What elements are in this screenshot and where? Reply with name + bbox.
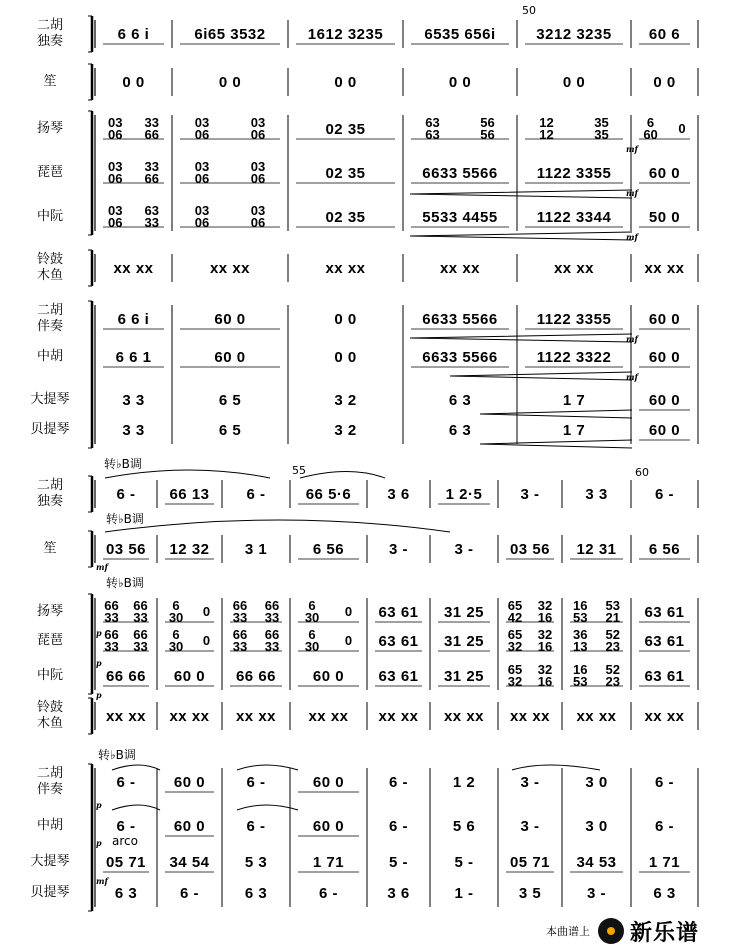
measure-3-2: 02 35 — [325, 164, 366, 182]
measure-4-3: 5533 4455 — [422, 208, 498, 226]
stacked-notes: 32 16 — [537, 627, 553, 654]
stacked-notes: 66 33 — [264, 627, 280, 654]
stacked-notes: 6 30 — [168, 598, 184, 625]
measure-8-2: 5 3 — [244, 853, 268, 871]
measure-6-8: 6 - — [654, 773, 674, 791]
measure-0-8: 6 - — [654, 485, 674, 503]
slur — [112, 765, 160, 770]
instrument-label: 笙 — [43, 74, 57, 89]
measure-9-4: 3 6 — [387, 884, 410, 902]
stacked-notes: 6 30 — [304, 598, 320, 625]
stacked-notes: 0 — [202, 633, 211, 648]
hairpin — [480, 410, 632, 418]
measure-4-4: 1122 3344 — [536, 208, 612, 226]
measure-2-6 — [500, 598, 560, 625]
footer — [546, 918, 699, 944]
measure-9-4: 1 7 — [562, 421, 586, 439]
measure-5-0: xx xx — [113, 259, 154, 277]
dynamic-mark: mf — [96, 562, 108, 572]
measure-3-3: 6633 5566 — [422, 164, 498, 182]
measure-7-3: 60 0 — [312, 817, 345, 835]
measure-0-5: 1 2·5 — [445, 485, 483, 503]
measure-0-2: 6 - — [246, 485, 266, 503]
stacked-notes: 33 66 — [144, 159, 159, 186]
hairpin — [410, 232, 632, 240]
measure-6-1: 60 0 — [214, 310, 246, 328]
measure-4-5: 31 25 — [443, 667, 485, 685]
measure-8-3: 6 3 — [448, 391, 472, 409]
measure-9-3: 6 - — [318, 884, 338, 902]
instrument-label: 大提琴 — [30, 392, 70, 407]
dynamic-mark: mf — [626, 372, 638, 382]
measure-0-5: 60 6 — [648, 25, 681, 43]
stacked-notes: 03 06 — [108, 203, 123, 230]
instrument-label: 琵琶 — [36, 633, 63, 648]
stacked-notes: 0 — [202, 604, 211, 619]
stacked-notes: 0 — [344, 633, 353, 648]
rehearsal-number: 60 — [635, 466, 649, 479]
arco-mark: arco — [112, 834, 138, 848]
measure-4-0 — [97, 203, 170, 230]
measure-1-3: 0 0 — [448, 73, 472, 91]
slur — [237, 805, 298, 810]
stacked-notes: 12 12 — [539, 115, 554, 142]
measure-1-1: 12 32 — [169, 540, 210, 558]
measure-6-4: 1122 3355 — [536, 310, 612, 328]
measure-3-3 — [292, 627, 365, 654]
logo-disc-icon — [598, 918, 624, 944]
measure-8-5: 60 0 — [648, 391, 681, 409]
measure-2-0 — [97, 598, 155, 625]
measure-6-2: 0 0 — [334, 310, 357, 328]
instrument-label: 扬琴 — [36, 121, 63, 136]
dynamic-mark: p — [96, 838, 102, 848]
measure-2-4: 63 61 — [378, 603, 419, 621]
stacked-notes: 32 16 — [537, 662, 553, 689]
measure-9-5: 1 - — [454, 884, 474, 902]
instrument-label: 二胡 伴奏 — [36, 766, 63, 797]
dynamic-mark: mf — [626, 144, 638, 154]
measure-3-7 — [564, 627, 629, 654]
stacked-notes: 53 21 — [605, 598, 620, 625]
measure-3-4: 1122 3355 — [536, 164, 612, 182]
instrument-label: 铃鼓 木鱼 — [36, 700, 63, 731]
stacked-notes: 52 23 — [605, 662, 620, 689]
instrument-label: 中阮 — [36, 209, 63, 224]
stacked-notes: 0 — [344, 604, 353, 619]
instrument-label: 贝提琴 — [30, 885, 70, 900]
instrument-label: 笙 — [43, 541, 57, 556]
measure-9-1: 6 - — [179, 884, 199, 902]
measure-6-5: 60 0 — [648, 310, 681, 328]
measure-7-0: 6 - — [116, 817, 136, 835]
measure-5-4: xx xx — [378, 707, 419, 725]
measure-7-6: 3 - — [520, 817, 540, 835]
measure-1-0: 0 0 — [122, 73, 145, 91]
measure-6-0: 6 - — [116, 773, 136, 791]
instrument-label: 琵琶 — [36, 165, 63, 180]
measure-5-0: xx xx — [105, 707, 147, 725]
rehearsal-number: 55 — [292, 464, 306, 477]
measure-5-2: xx xx — [235, 707, 277, 725]
measure-3-1 — [159, 627, 220, 654]
measure-8-0: 3 3 — [122, 391, 145, 409]
measure-4-3: 60 0 — [312, 667, 345, 685]
instrument-label: 中胡 — [36, 349, 63, 364]
measure-4-7 — [564, 662, 629, 689]
measure-2-5 — [633, 115, 696, 142]
measure-7-7: 3 0 — [585, 817, 608, 835]
instrument-label: 中阮 — [36, 668, 63, 683]
measure-3-4: 63 61 — [378, 632, 419, 650]
measure-0-7: 3 3 — [585, 485, 608, 503]
measure-6-1: 60 0 — [173, 773, 206, 791]
measure-4-8: 63 61 — [644, 667, 685, 685]
measure-9-0: 3 3 — [122, 421, 145, 439]
instrument-label: 中胡 — [36, 818, 63, 833]
stacked-notes: 16 53 — [573, 662, 588, 689]
measure-5-5: xx xx — [443, 707, 485, 725]
dynamic-mark: mf — [96, 876, 108, 886]
measure-9-5: 60 0 — [648, 421, 681, 439]
measure-9-7: 3 - — [586, 884, 606, 902]
measure-9-8: 6 3 — [653, 884, 676, 902]
slur — [300, 472, 385, 479]
dynamic-mark: p — [96, 658, 102, 668]
dynamic-mark: mf — [626, 232, 638, 242]
stacked-notes: 03 06 — [108, 115, 123, 142]
measure-9-1: 6 5 — [218, 421, 242, 439]
measure-7-0: 6 6 1 — [115, 348, 152, 366]
stacked-notes: 65 32 — [507, 627, 523, 654]
measure-7-4: 1122 3322 — [536, 348, 612, 366]
measure-2-2: 02 35 — [325, 120, 366, 138]
measure-7-2: 0 0 — [334, 348, 357, 366]
stacked-notes: 03 06 — [108, 159, 123, 186]
measure-8-2: 3 2 — [334, 391, 357, 409]
measure-9-6: 3 5 — [518, 884, 542, 902]
measure-5-3: xx xx — [439, 259, 481, 277]
instrument-label: 贝提琴 — [30, 422, 70, 437]
measure-2-0 — [97, 115, 170, 142]
measure-6-0: 6 6 i — [117, 310, 150, 328]
measure-1-5: 3 - — [454, 540, 474, 558]
measure-4-0: 66 66 — [105, 667, 147, 685]
measure-3-2 — [224, 627, 288, 654]
measure-6-6: 3 - — [520, 773, 540, 791]
measure-7-5: 5 6 — [452, 817, 476, 835]
key-change-mark: 转♭B调 — [98, 748, 136, 762]
measure-1-8: 6 56 — [648, 540, 681, 558]
measure-1-6: 03 56 — [509, 540, 551, 558]
measure-3-8: 63 61 — [644, 632, 685, 650]
measure-4-2: 66 66 — [235, 667, 277, 685]
rehearsal-number: 50 — [522, 4, 536, 17]
dynamic-mark: mf — [626, 188, 638, 198]
measure-5-1: xx xx — [169, 707, 210, 725]
dynamic-mark: p — [96, 800, 102, 810]
stacked-notes: 16 53 — [573, 598, 588, 625]
instrument-label: 二胡 伴奏 — [36, 303, 63, 334]
dynamic-mark: mf — [626, 334, 638, 344]
measure-5-6: xx xx — [509, 707, 551, 725]
slur — [105, 520, 450, 532]
stacked-notes: 6 60 — [643, 115, 658, 142]
stacked-notes: 03 06 — [250, 159, 266, 186]
measure-3-5: 60 0 — [648, 164, 681, 182]
measure-4-6 — [500, 662, 560, 689]
measure-3-1 — [174, 159, 286, 186]
stacked-notes: 0 — [678, 121, 686, 136]
measure-2-1 — [159, 598, 220, 625]
stacked-notes: 6 30 — [168, 627, 184, 654]
measure-5-1: xx xx — [209, 259, 251, 277]
stacked-notes: 63 33 — [144, 203, 159, 230]
stacked-notes: 03 06 — [250, 115, 266, 142]
measure-6-3: 60 0 — [312, 773, 345, 791]
measure-2-5: 31 25 — [443, 603, 485, 621]
measure-9-2: 6 3 — [244, 884, 268, 902]
measure-1-5: 0 0 — [653, 73, 676, 91]
measure-0-3: 66 5·6 — [305, 485, 352, 503]
key-change-mark: 转♭B调 — [106, 512, 144, 526]
measure-0-4: 3212 3235 — [536, 25, 612, 43]
stacked-notes: 03 06 — [250, 203, 266, 230]
measure-2-2 — [224, 598, 288, 625]
measure-4-1 — [174, 203, 286, 230]
measure-7-2: 6 - — [246, 817, 266, 835]
measure-5-7: xx xx — [576, 707, 617, 725]
measure-2-8: 63 61 — [644, 603, 685, 621]
measure-2-3 — [292, 598, 365, 625]
slur — [512, 765, 600, 770]
measure-8-7: 34 53 — [576, 853, 617, 871]
measure-1-4: 3 - — [388, 540, 408, 558]
measure-2-3 — [405, 115, 515, 142]
measure-8-8: 1 71 — [648, 853, 681, 871]
stacked-notes: 36 13 — [573, 627, 588, 654]
measure-6-7: 3 0 — [585, 773, 608, 791]
instrument-label: 二胡 独奏 — [36, 18, 63, 49]
measure-6-5: 1 2 — [452, 773, 476, 791]
measure-7-1: 60 0 — [214, 348, 246, 366]
dynamic-mark: p — [96, 628, 102, 638]
measure-2-7 — [564, 598, 629, 625]
instrument-label: 大提琴 — [30, 854, 70, 869]
measure-0-0: 6 - — [116, 485, 136, 503]
stacked-notes: 6 30 — [304, 627, 320, 654]
measure-0-6: 3 - — [520, 485, 540, 503]
stacked-notes: 03 06 — [194, 115, 210, 142]
measure-9-2: 3 2 — [334, 421, 357, 439]
measure-6-3: 6633 5566 — [422, 310, 498, 328]
key-change-mark: 转♭B调 — [106, 576, 144, 590]
stacked-notes: 66 33 — [133, 598, 148, 625]
measure-8-6: 05 71 — [509, 853, 551, 871]
measure-5-3: xx xx — [308, 707, 349, 725]
measure-7-4: 6 - — [388, 817, 408, 835]
measure-8-1: 6 5 — [218, 391, 242, 409]
measure-1-0: 03 56 — [105, 540, 147, 558]
measure-7-3: 6633 5566 — [422, 348, 498, 366]
measure-9-0: 6 3 — [114, 884, 138, 902]
measure-1-2: 0 0 — [334, 73, 357, 91]
instrument-label: 二胡 独奏 — [36, 478, 63, 509]
measure-6-4: 6 - — [388, 773, 408, 791]
measure-3-5: 31 25 — [443, 632, 485, 650]
measure-8-5: 5 - — [454, 853, 474, 871]
footer-note: 本曲谱上 — [546, 925, 590, 938]
slur — [237, 765, 298, 770]
stacked-notes: 32 16 — [537, 598, 553, 625]
brand-name: 新乐谱 — [630, 920, 700, 946]
measure-8-4: 5 - — [388, 853, 408, 871]
measure-8-0: 05 71 — [105, 853, 147, 871]
measure-5-4: xx xx — [553, 259, 595, 277]
measure-7-5: 60 0 — [648, 348, 681, 366]
measure-7-1: 60 0 — [173, 817, 206, 835]
measure-0-1: 66 13 — [169, 485, 210, 503]
measure-4-4: 63 61 — [378, 667, 419, 685]
hairpin — [450, 372, 632, 380]
measure-1-1: 0 0 — [218, 73, 242, 91]
slur — [112, 805, 160, 810]
measure-0-2: 1612 3235 — [307, 25, 384, 43]
measure-9-3: 6 3 — [448, 421, 472, 439]
stacked-notes: 65 42 — [507, 598, 523, 625]
measure-1-4: 0 0 — [562, 73, 586, 91]
measure-8-4: 1 7 — [562, 391, 586, 409]
hairpin — [410, 334, 632, 342]
instrument-label: 铃鼓 木鱼 — [36, 252, 63, 283]
instrument-label: 扬琴 — [36, 604, 63, 619]
hairpin — [410, 190, 632, 198]
stacked-notes: 66 33 — [133, 627, 148, 654]
measure-1-2: 3 1 — [244, 540, 268, 558]
hairpin — [480, 440, 632, 448]
stacked-notes: 66 33 — [232, 598, 248, 625]
measure-3-6 — [500, 627, 560, 654]
stacked-notes: 03 06 — [194, 159, 210, 186]
stacked-notes: 66 33 — [104, 598, 119, 625]
stacked-notes: 65 32 — [507, 662, 523, 689]
measure-3-0 — [97, 159, 170, 186]
stacked-notes: 33 66 — [144, 115, 159, 142]
measure-0-1: 6i65 3532 — [194, 25, 266, 43]
stacked-notes: 35 35 — [594, 115, 609, 142]
measure-5-8: xx xx — [644, 707, 685, 725]
measure-5-5: xx xx — [644, 259, 685, 277]
measure-0-4: 3 6 — [387, 485, 410, 503]
measure-4-2: 02 35 — [325, 208, 366, 226]
measure-1-7: 12 31 — [576, 540, 617, 558]
measure-2-4 — [519, 115, 629, 142]
measure-5-2: xx xx — [325, 259, 366, 277]
measure-6-2: 6 - — [246, 773, 266, 791]
measure-1-3: 6 56 — [312, 540, 345, 558]
measure-0-3: 6535 656i — [424, 25, 496, 43]
measure-4-5: 50 0 — [648, 208, 681, 226]
measure-3-0 — [97, 627, 155, 654]
measure-8-3: 1 71 — [312, 853, 345, 871]
dynamic-mark: p — [96, 690, 102, 700]
measure-0-0: 6 6 i — [117, 25, 150, 43]
stacked-notes: 56 56 — [480, 115, 495, 142]
measure-8-1: 34 54 — [169, 853, 210, 871]
measure-7-8: 6 - — [654, 817, 674, 835]
stacked-notes: 63 63 — [425, 115, 440, 142]
measure-4-1: 60 0 — [173, 667, 206, 685]
stacked-notes: 66 33 — [264, 598, 280, 625]
stacked-notes: 66 33 — [232, 627, 248, 654]
stacked-notes: 52 23 — [605, 627, 620, 654]
measure-2-1 — [174, 115, 286, 142]
stacked-notes: 03 06 — [194, 203, 210, 230]
key-change-mark: 转♭B调 — [104, 457, 142, 471]
stacked-notes: 66 33 — [104, 627, 119, 654]
